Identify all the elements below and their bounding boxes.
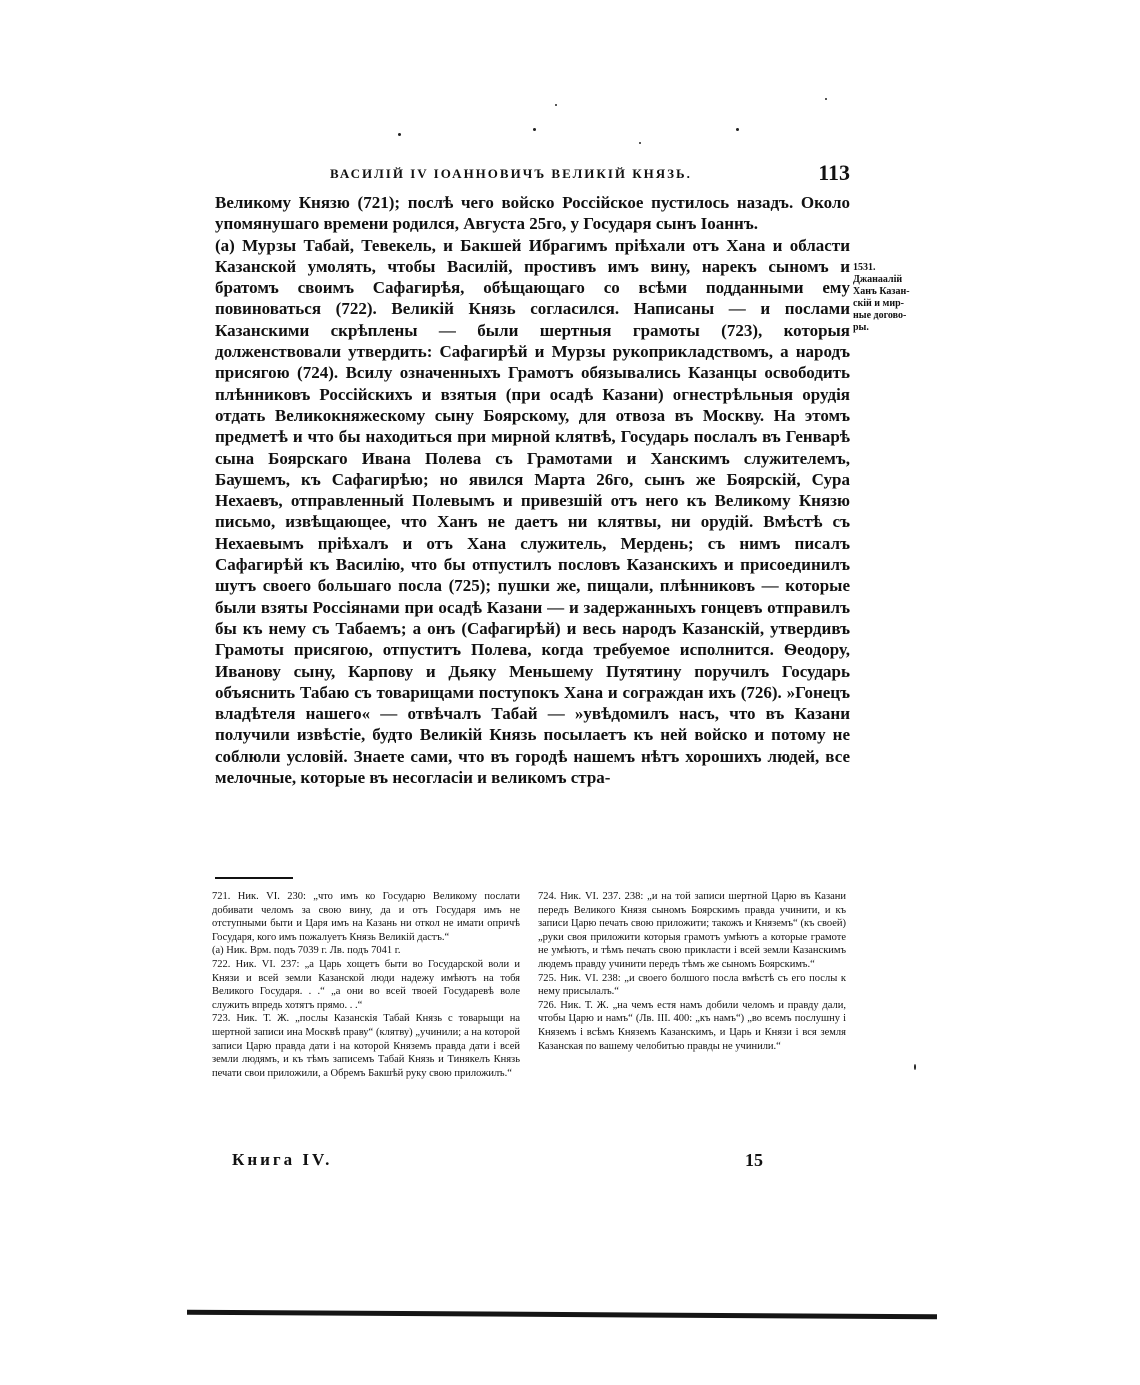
scan-speck xyxy=(398,133,401,136)
sheet-number: 15 xyxy=(745,1150,763,1170)
page-number: 113 xyxy=(818,160,850,185)
main-text: Великому Князю (721); послѣ чего войско Россійское пустилось назадъ. Около упомянушаго времени родился, Августа 25го, у Государя сынъ Іоаннъ. (а) Мурзы Табай, Тевекель, и Бакшей Ибрагимъ пріѣхали отъ Хана и области Казанской умолять, чтобы Василій, простивъ имъ вину, нарекъ сыномъ и братомъ своимъ Сафагирѣя, обѣщающаго со всѣми подданными ему повиноваться (722). Великій Князь согласился. Написаны — и послами Казанскими скрѣплены — были шертныя грамоты (723), которыя долженствовали утвердить: Сафагирѣй и Мурзы рукоприкладствомъ, а народъ присягою (724). Всилу означенныхъ Грамотъ обязывались Казанцы освободить плѣнниковъ Россійскихъ и взятыя (при осадѣ Казани) огнестрѣльныя орудія отдать Великокняжескому сыну Боярскому, для отвоза въ Москву. На этомъ предметѣ и что бы находиться при мирной клятвѣ, Государь послалъ въ Генварѣ сына Боярскаго Ивана Полева съ Грамотами и Ханскимъ служителемъ, Баушемъ, къ Сафагирѣю; но явился Марта 26го, сынъ же Боярскій, Сура Нехаевъ, отправленный Полевымъ и привезшій отъ него къ Великому Князю письмо, извѣщающее, что Ханъ не даетъ ни клятвы, ни орудій. Вмѣстѣ съ Нехаевымъ пріѣхалъ и отъ Хана служитель, Мердень; съ нимъ писалъ Сафагирѣй къ Василію, что бы отпустилъ пословъ Казанскихъ и присоединилъ шутъ своего большаго посла (725); пушки же, пищали, плѣнниковъ — которые были взяты Россіянами при осадѣ Казани — и задержанныхъ гонцевъ отправилъ бы къ нему съ Табаемъ; а онъ (Сафагирѣй) и весь народъ Казанскій, утвердивъ Грамоты присягою, отпуститъ Полева, когда требуемое исполнится. Ѳеодору, Иванову сыну, Карпову и Дьяку Меньшему Путятину поручилъ Государь объяснить Табаю съ товарищами поступокъ Хана и сограждан ихъ (726). »Гонецъ владѣтеля нашего« — отвѣчалъ Табай — »увѣдомилъ насъ, что въ Казани получили извѣстіе, будто Великій Князь посылаетъ къ ней войско и потому не соблюли условій. Знаете сами, что въ городѣ нашемъ нѣтъ хорошихъ людей, все мелочные, которые въ несогласіи и великомъ стра- xyxy=(215,193,850,788)
footnotes-left-column: 721. Ник. VI. 230: „что имъ ко Государю Великому послати добивати челомъ за свою вину, да и отъ Государя имъ не отступными быти и Царя имъ на Казань ни откол не имати опричѣ Государя, кого имъ пожалуетъ Князь Великій дастъ.“ (а) Ник. Врм. подъ 7039 г. Лв. подъ 7041 г. 722. Ник. VI. 237: „а Царь хощетъ быти во Государской воли и Князи и всей земли Казанской люди надежу имѣютъ на тобя Великого Государя. . .“ „а они во всей твоей Государевѣ воле служить впредь хотятъ прямо. . .“ 723. Ник. Т. Ж. „послы Казанскія Табай Князь с товарыщи на шертной записи ина Москвѣ праву“ (клятву) „учинили; а на которой записи Царю правда дати і на которой Княземъ правда дати і всей земли людямъ, и къ тѣмъ записемъ Табай Князь и Тинякелъ Князь печати свои приложили, а Обремъ Бакшѣй руку свою приложилъ.“ xyxy=(212,891,520,1079)
scan-speck xyxy=(639,142,641,144)
margin-note: 1531. Джанаалій Ханъ Казан- скій и мир- ные догово- ры. xyxy=(853,262,910,333)
scan-speck xyxy=(736,128,739,131)
footnotes-right-column: 724. Ник. VI. 237. 238: „и на той записи шертной Царю въ Казани передъ Великого Князя сыномъ Боярскимъ правда учинити, и къ записи Царю печать свою приложити; такожъ и Княземъ“ (къ своей) „руки своя приложити которыя грамотъ умѣютъ а которые грамоте не умѣютъ, и тѣмъ печать свою прикласти і всей земли Казанскимъ людемъ правду учинити передъ тѣмъ же сыномъ Боярскимъ.“ 725. Ник. VI. 238: „и своего болшого посла вмѣстѣ съ его послы к нему присылалъ.“ 726. Ник. Т. Ж. „на чемъ естя намъ добили челомъ и правду дали, чтобы Царю и намъ“ (Лв. III. 400: „къ намъ“) „во всемъ послушну і Княземъ і всѣмъ Княземъ Казанскимъ, и Царь и Князи і вся земля Казанская по вашему челобитью правды не учинили.“ xyxy=(538,891,846,1052)
scan-speck xyxy=(825,98,827,100)
signature-mark: Книга IV. xyxy=(232,1150,333,1169)
running-title: ВАСИЛІЙ IV ІОАННОВИЧЪ ВЕЛИКІЙ КНЯЗЬ. xyxy=(330,166,692,181)
scan-speck xyxy=(555,104,557,106)
bottom-scan-edge xyxy=(187,1310,937,1320)
footnote-separator xyxy=(215,877,293,879)
page-header xyxy=(330,160,850,190)
scan-speck xyxy=(533,128,536,131)
scan-speck xyxy=(914,1064,916,1070)
